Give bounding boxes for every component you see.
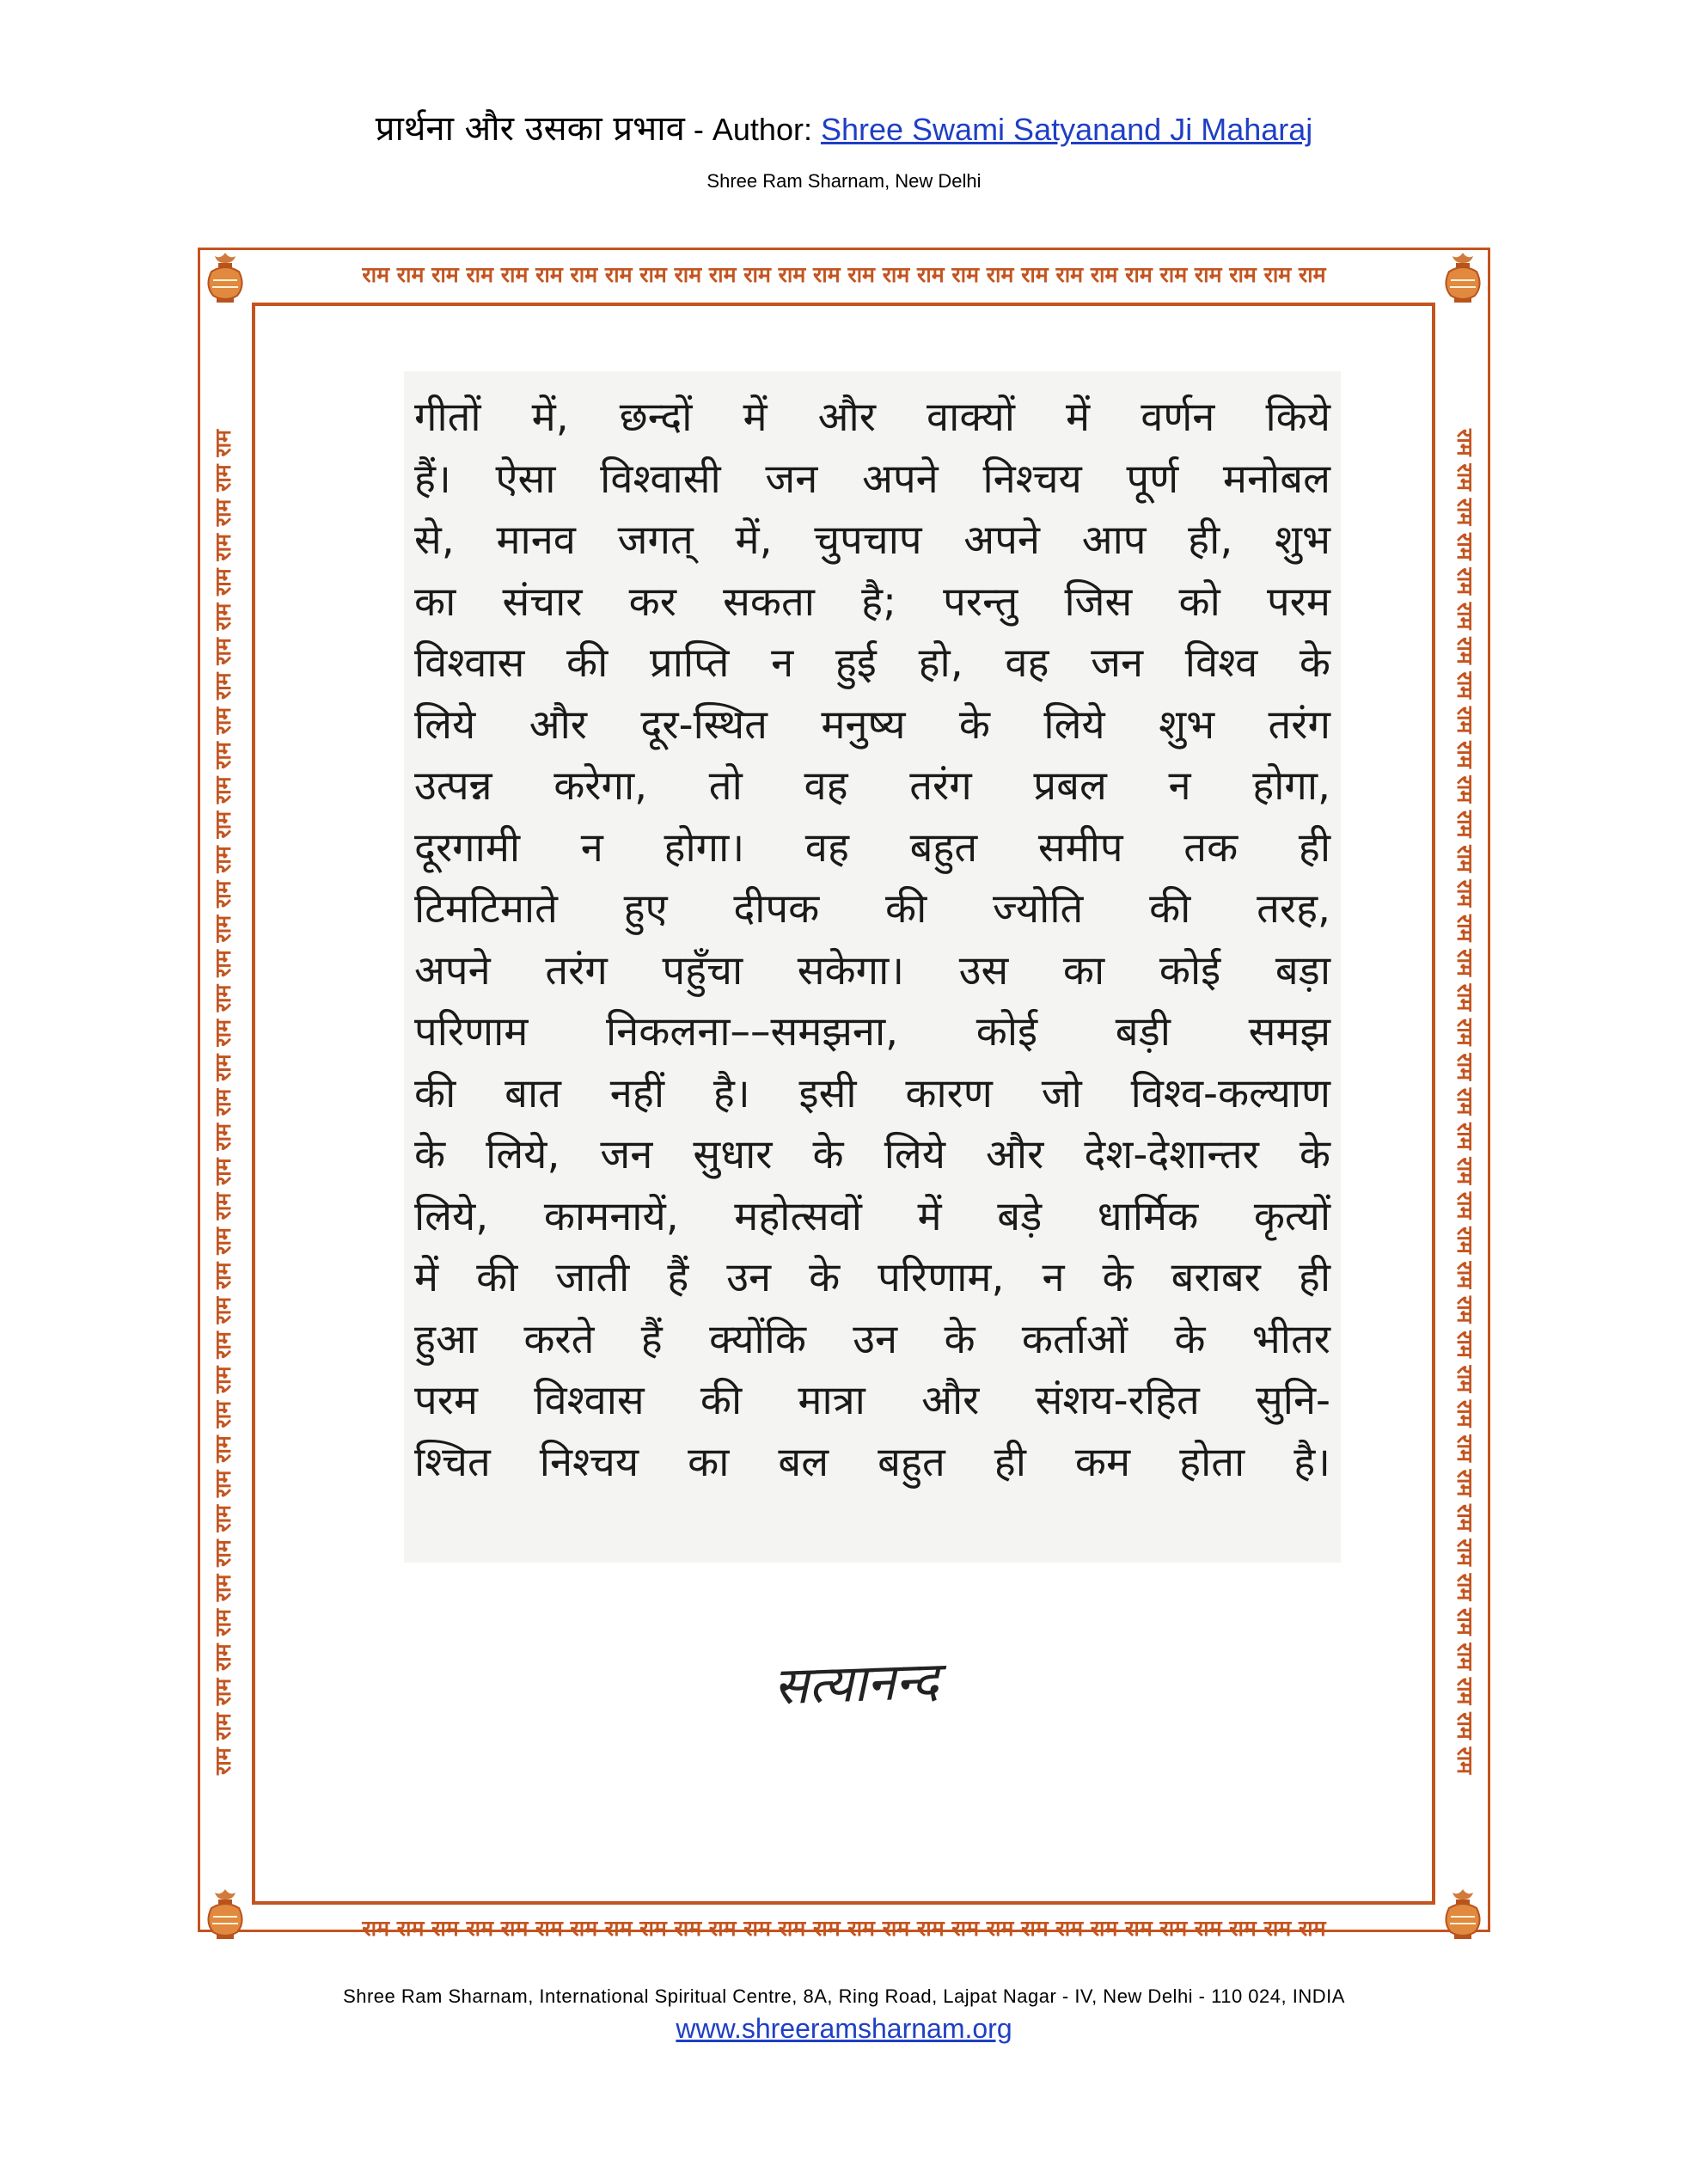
scanned-text-block [404, 371, 1341, 1563]
body-line: टिमटिमाते हुए दीपक की ज्योति की तरह, [414, 885, 1330, 933]
border-band-right: राम राम राम राम राम राम राम राम राम राम राम राम राम राम राम राम राम राम राम राम राम राम राम राम राम राम राम राम राम राम राम राम राम राम राम राम राम राम राम [1453, 429, 1477, 1775]
body-line: गीतों में, छन्दों में और वाक्यों में वर्णन किये [414, 394, 1330, 441]
page-header [0, 107, 1688, 193]
footer-address: Shree Ram Sharnam, International Spiritual Centre, 8A, Ring Road, Lajpat Nagar - IV, New Delhi - 110 024, INDIA [343, 1985, 1345, 2007]
body-line: में की जाती हैं उन के परिणाम, न के बराबर ही [414, 1254, 1330, 1301]
body-line: विश्वास की प्राप्ति न हुई हो, वह जन विश्व के [414, 639, 1330, 687]
website-link[interactable]: www.shreeramsharnam.org [676, 2013, 1012, 2044]
body-line: हैं। ऐसा विश्वासी जन अपने निश्चय पूर्ण मनोबल [414, 455, 1330, 503]
border-band-left: राम राम राम राम राम राम राम राम राम राम राम राम राम राम राम राम राम राम राम राम राम राम राम राम राम राम राम राम राम राम राम राम राम राम राम राम राम राम राम [211, 429, 235, 1775]
body-line: के लिये, जन सुधार के लिये और देश-देशान्तर के [414, 1131, 1330, 1178]
body-line: दूरगामी न होगा। वह बहुत समीप तक ही [414, 823, 1330, 872]
body-line: की बात नहीं है। इसी कारण जो विश्व-कल्याण [414, 1069, 1330, 1117]
title-line [0, 107, 1688, 151]
border-band-top: राम राम राम राम राम राम राम राम राम राम राम राम राम राम राम राम राम राम राम राम राम राम राम राम राम राम राम राम [362, 262, 1326, 287]
kalash-icon [203, 1887, 248, 1941]
border-band-bottom: राम राम राम राम राम राम राम राम राम राम राम राम राम राम राम राम राम राम राम राम राम राम राम राम राम राम राम राम [362, 1916, 1326, 1941]
kalash-icon [1440, 1887, 1485, 1941]
scanned-text-body [404, 387, 1341, 1493]
kalash-icon [203, 251, 248, 304]
body-line: उत्पन्न करेगा, तो वह तरंग प्रबल न होगा, [414, 762, 1330, 810]
kalash-icon [1440, 251, 1485, 304]
body-line: से, मानव जगत् में, चुपचाप अपने आप ही, शुभ [414, 517, 1330, 564]
body-line: श्चित निश्चय का बल बहुत ही कम होता है। [414, 1438, 1330, 1486]
page-subtitle: Shree Ram Sharnam, New Delhi [706, 170, 982, 192]
page-title: प्रार्थना और उसका प्रभाव [375, 109, 685, 149]
body-line: लिये, कामनायें, महोत्सवों में बड़े धार्मिक कृत्यों [414, 1192, 1330, 1240]
page-footer [0, 1985, 1688, 2045]
signature: सत्यानन्द [772, 1650, 940, 1717]
body-line: लिये और दूर-स्थित मनुष्य के लिये शुभ तरंग [414, 700, 1330, 749]
body-line: का संचार कर सकता है; परन्तु जिस को परम [414, 578, 1330, 626]
author-prefix: - Author: [684, 112, 821, 147]
body-line: परम विश्वास की मात्रा और संशय-रहित सुनि- [414, 1377, 1330, 1424]
body-line: हुआ करते हैं क्योंकि उन के कर्ताओं के भीतर [414, 1315, 1330, 1363]
author-link[interactable]: Shree Swami Satyanand Ji Maharaj [820, 112, 1313, 147]
body-line: परिणाम निकलना––समझना, कोई बड़ी समझ [414, 1008, 1330, 1055]
body-line: अपने तरंग पहुँचा सकेगा। उस का कोई बड़ा [414, 946, 1330, 994]
